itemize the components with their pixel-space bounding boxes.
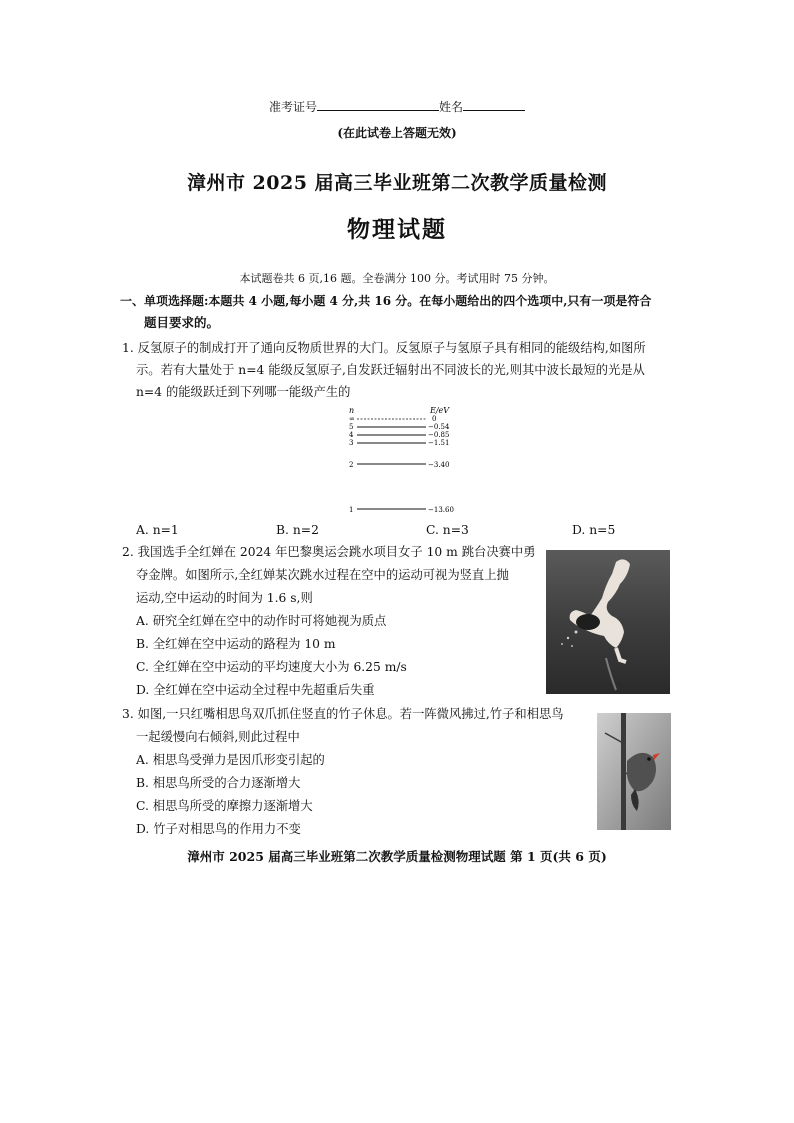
q1-line1: 1. 反氢原子的制成打开了通向反物质世界的大门。反氢原子与氢原子具有相同的能级结构,如图所 <box>122 341 646 355</box>
level-e-inf: 0 <box>432 415 437 423</box>
page-footer: 漳州市 2025 届高三毕业班第二次教学质量检测物理试题 第 1 页(共 6 页) <box>187 849 607 864</box>
q3-option-b: B. 相思鸟所受的合力逐渐增大 <box>136 776 301 790</box>
level-e-2: −3.40 <box>428 461 450 469</box>
level-n-4: 4 <box>349 431 354 439</box>
q1-option-c: C. n=3 <box>426 523 469 537</box>
energy-level-diagram <box>340 400 480 520</box>
n-axis-label: n <box>349 406 355 415</box>
level-n-5: 5 <box>349 423 354 431</box>
q2-line3: 运动,空中运动的时间为 1.6 s,则 <box>136 591 313 605</box>
level-e-1: −13.60 <box>428 506 454 514</box>
q2-option-b: B. 全红婵在空中运动的路程为 10 m <box>136 637 336 651</box>
level-n-2: 2 <box>349 461 354 469</box>
subject-title: 物理试题 <box>347 216 447 243</box>
q1-option-d: D. n=5 <box>572 523 616 537</box>
exam-intro: 本试题卷共 6 页,16 题。全卷满分 100 分。考试用时 75 分钟。 <box>239 272 555 285</box>
q2-option-a: A. 研究全红婵在空中的动作时可将她视为质点 <box>136 614 387 628</box>
q2-line2: 夺金牌。如图所示,全红婵某次跳水过程在空中的运动可视为竖直上抛 <box>136 568 509 582</box>
level-n-inf: ∞ <box>349 415 355 423</box>
level-n-1: 1 <box>349 506 354 514</box>
candidate-info <box>0 98 794 115</box>
q2-option-d: D. 全红婵在空中运动全过程中先超重后失重 <box>136 683 375 697</box>
q3-line2: 一起缓慢向右倾斜,则此过程中 <box>136 730 300 744</box>
exam-id-blank <box>317 98 439 111</box>
q3-option-d: D. 竹子对相思鸟的作用力不变 <box>136 822 301 836</box>
q1-option-a: A. n=1 <box>136 523 179 537</box>
level-e-5: −0.54 <box>428 423 450 431</box>
bird-photo <box>597 713 671 830</box>
section-heading <box>122 290 677 334</box>
diver-photo <box>546 550 670 694</box>
answer-notice: (在此试卷上答题无效) <box>337 126 457 140</box>
level-e-4: −0.85 <box>428 431 450 439</box>
q2-line1: 2. 我国选手全红婵在 2024 年巴黎奥运会跳水项目女子 10 m 跳台决赛中勇 <box>122 545 536 559</box>
q3-option-a: A. 相思鸟受弹力是因爪形变引起的 <box>136 753 325 767</box>
q1-option-b: B. n=2 <box>276 523 319 537</box>
name-label: 姓名 <box>439 100 464 114</box>
exam-id-label: 准考证号 <box>268 100 317 114</box>
name-blank <box>463 98 525 111</box>
q1-line2: 示。若有大量处于 n=4 能级反氢原子,自发跃迁辐射出不同波长的光,则其中波长最短的光是从 <box>136 363 645 377</box>
e-axis-label: E/eV <box>430 406 450 415</box>
exam-title: 漳州市 2025 届高三毕业班第二次教学质量检测 <box>186 172 608 194</box>
q3-line1: 3. 如图,一只红嘴相思鸟双爪抓住竖直的竹子休息。若一阵微风拂过,竹子和相思鸟 <box>122 707 564 721</box>
q1-line3: n=4 的能级跃迁到下列哪一能级产生的 <box>136 385 351 399</box>
section-heading-line2: 题目要求的。 <box>144 315 220 330</box>
level-e-3: −1.51 <box>428 439 450 447</box>
q3-option-c: C. 相思鸟所受的摩擦力逐渐增大 <box>136 799 313 813</box>
q2-option-c: C. 全红婵在空中运动的平均速度大小为 6.25 m/s <box>136 660 407 674</box>
level-n-3: 3 <box>349 439 354 447</box>
section-heading-line1: 一、单项选择题:本题共 4 小题,每小题 4 分,共 16 分。在每小题给出的四个选项中,只有一项是符合 <box>120 294 652 308</box>
